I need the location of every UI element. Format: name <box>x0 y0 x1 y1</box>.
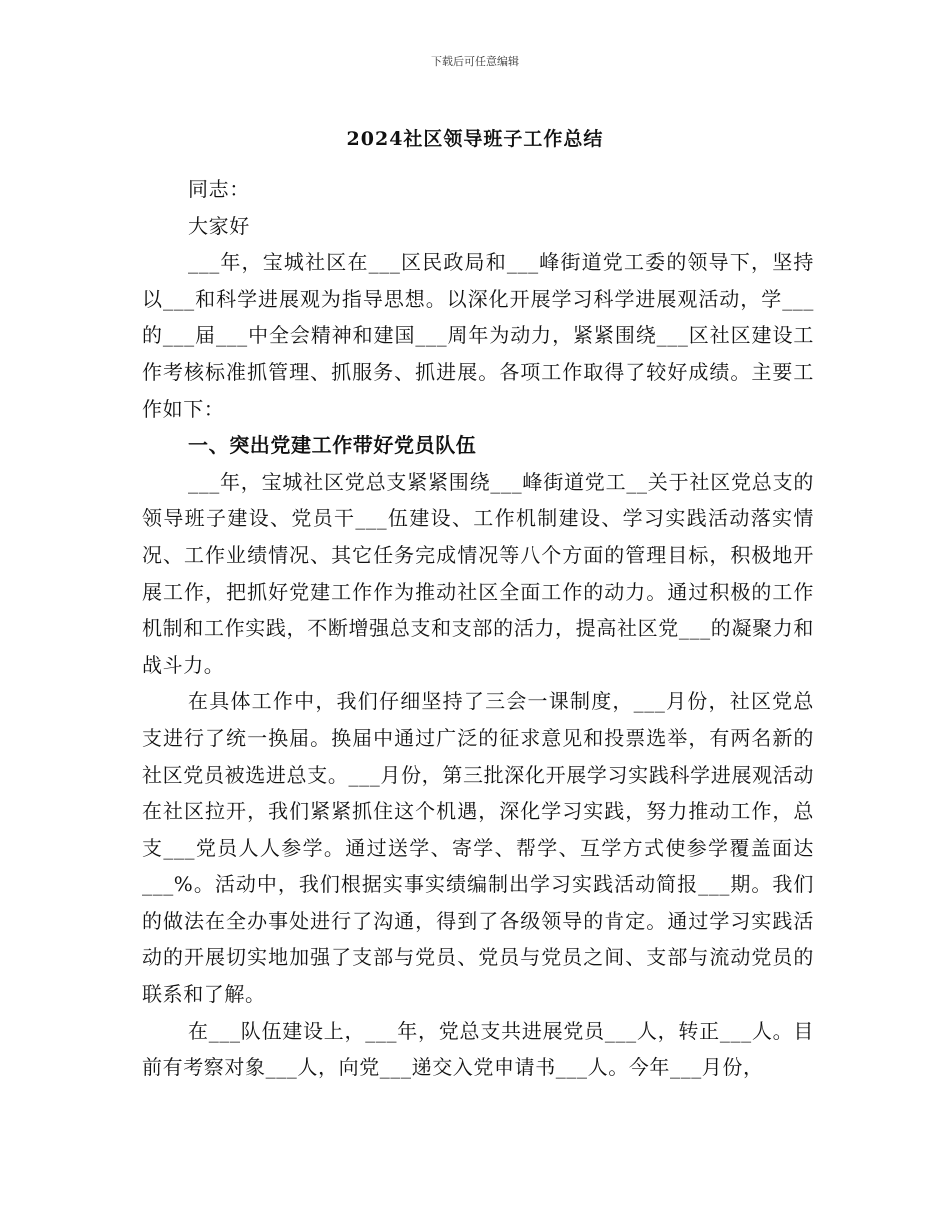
document-title: 2024社区领导班子工作总结 <box>346 128 604 150</box>
document-body <box>142 171 814 1086</box>
section-heading-party-building: 一、突出党建工作带好党员队伍 <box>188 433 477 458</box>
greeting-line: 同志： <box>188 177 250 201</box>
intro-paragraph: ___年，宝城社区在___区民政局和___峰街道党工委的领导下，坚持以___和科学进展观为指导思想。以深化开展学习科学进展观活动，学___的___届___中全会精神和建国___周年为动力，紧紧围绕___区社区建设工作考核标准抓管理、抓服务、抓进展。各项工作取得了较好成绩。主要工作如下： <box>142 250 814 421</box>
body-paragraph: 在___队伍建设上，___年，党总支共进展党员___人，转正___人。目前有考察对象___人，向党___递交入党申请书___人。今年___月份， <box>142 1018 814 1080</box>
body-paragraph: ___年，宝城社区党总支紧紧围绕___峰街道党工__关于社区党总支的领导班子建设、党员干___伍建设、工作机制建设、学习实践活动落实情况、工作业绩情况、其它任务完成情况等八个方面的管理目标，积极地开展工作，把抓好党建工作作为推动社区全面工作的动力。通过积极的工作机制和工作实践，不断增强总支和支部的活力，提高社区党___的凝聚力和战斗力。 <box>142 469 814 677</box>
page-header-note: 下载后可任意编辑 <box>431 55 519 68</box>
salutation-line: 大家好 <box>188 213 250 238</box>
body-paragraph: 在具体工作中，我们仔细坚持了三会一课制度，___月份，社区党总支进行了统一换届。换届中通过广泛的征求意见和投票选举，有两名新的社区党员被选进总支。___月份，第三批深化开展学习实践科学进展观活动在社区拉开，我们紧紧抓住这个机遇，深化学习实践，努力推动工作，总支___党员人人参学。通过送学、寄学、帮学、互学方式使参学覆盖面达___%。活动中，我们根据实事实绩编制出学习实践活动简报___期。我们的做法在全办事处进行了沟通，得到了各级领导的肯定。通过学习实践活动的开展切实地加强了支部与党员、党员与党员之间、支部与流动党员的联系和了解。 <box>142 689 814 1007</box>
